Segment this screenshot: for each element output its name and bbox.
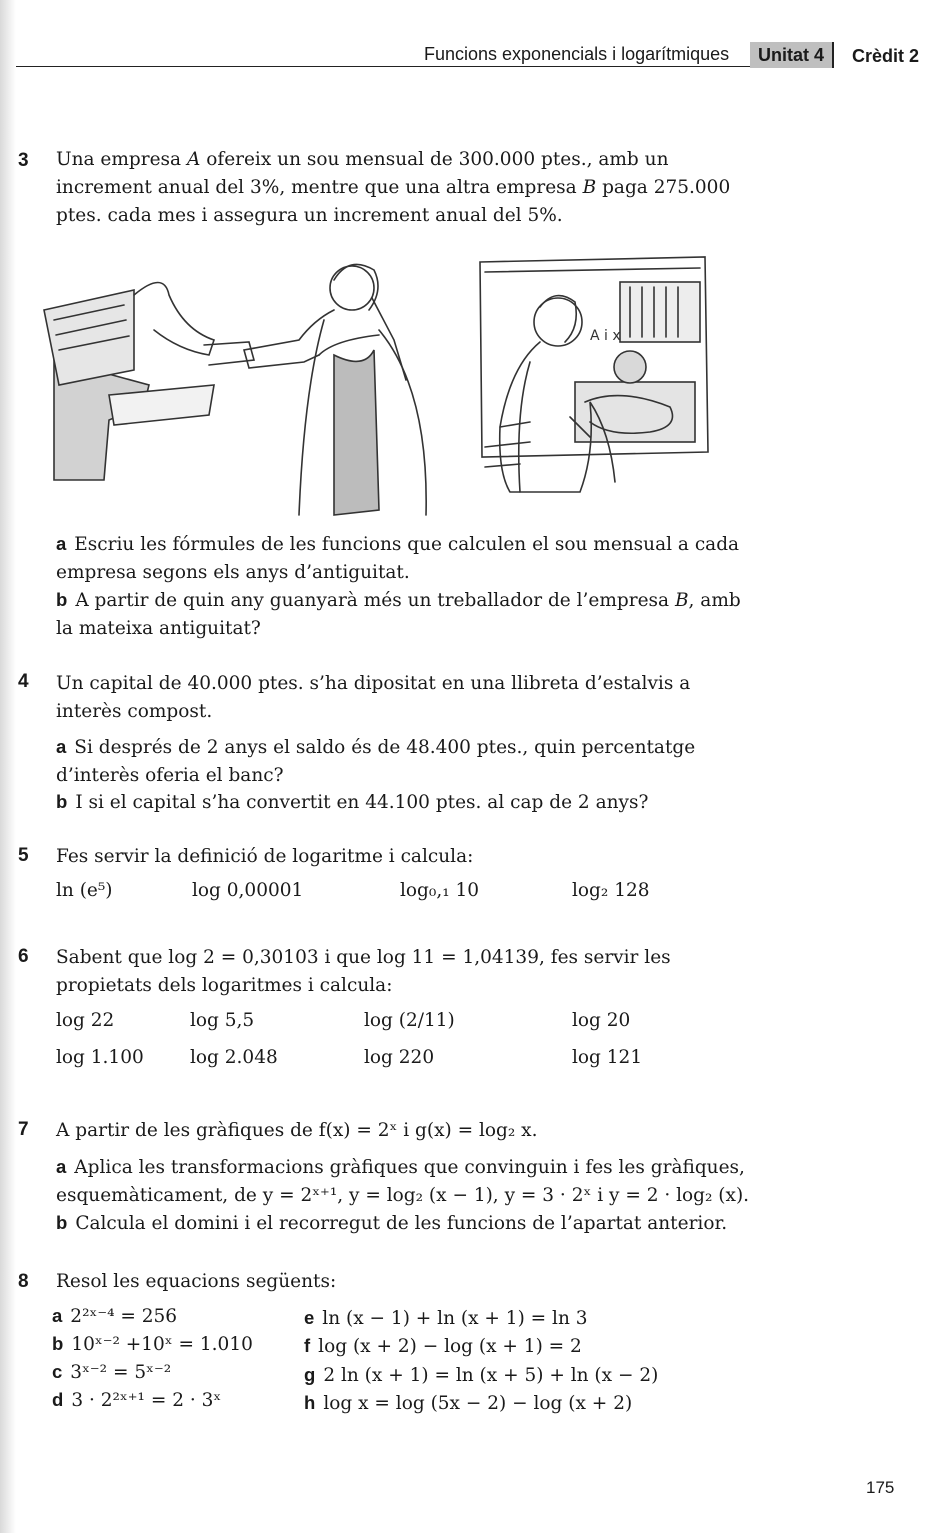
- exercise-5-item: log 0,00001: [192, 880, 304, 901]
- exercise-7-part-a: a Aplica les transformacions gràfiques que convinguin i fes les gràfiques, esquemàticament, de y = 2ˣ⁺¹, y = log₂ (x − 1), y = 3 · 2ˣ i y = 2 · log₂ (x).: [56, 1156, 750, 1206]
- exercise-6-item: log 20: [572, 1010, 631, 1031]
- exercise-4-part-a: a Si després de 2 anys el saldo és de 48.400 ptes., quin percentatge d’interès oferia el banc?: [56, 736, 696, 786]
- equation-item: a 2²ˣ⁻⁴ = 256: [52, 1305, 178, 1327]
- exercise-number-7: 7: [18, 1119, 29, 1140]
- exercise-4-statement: Un capital de 40.000 ptes. s’ha dipositat en una llibreta d’estalvis a interès compost.: [56, 673, 691, 722]
- exercise-3-part-a: a Escriu les fórmules de les funcions que calculen el sou mensual a cada empresa segons els anys d’antiguitat.: [56, 533, 740, 583]
- header-rule: [16, 66, 750, 67]
- exercise-number-5: 5: [18, 845, 29, 866]
- equation-item: g 2 ln (x + 1) = ln (x + 5) + ln (x − 2): [304, 1364, 659, 1386]
- exercise-3-statement: Una empresa A ofereix un sou mensual de 300.000 ptes., amb un increment anual del 3%, mentre que una altra empresa B paga 275.000 ptes. cada mes i assegura un increment anual del 5%.: [56, 149, 731, 226]
- page-edge-shadow: [0, 0, 16, 1533]
- exercise-7-statement: A partir de les gràfiques de f(x) = 2ˣ i g(x) = log₂ x.: [56, 1120, 538, 1141]
- exercise-8-statement: Resol les equacions següents:: [56, 1271, 337, 1292]
- exercise-number-6: 6: [18, 946, 29, 967]
- exercise-6-item: log 220: [364, 1047, 435, 1068]
- page-number: 175: [866, 1478, 895, 1497]
- equation-item: h log x = log (5x − 2) − log (x + 2): [304, 1392, 633, 1414]
- illustration-salary-offer: [34, 250, 439, 520]
- exercise-5-item: log₀,₁ 10: [400, 880, 480, 901]
- exercise-5-item: log₂ 128: [572, 880, 650, 901]
- exercise-6-item: log (2/11): [364, 1010, 455, 1031]
- exercise-6-item: log 22: [56, 1010, 115, 1031]
- unit-badge: Unitat 4: [750, 42, 834, 68]
- equation-item: b 10ˣ⁻² +10ˣ = 1.010: [52, 1333, 253, 1355]
- exercise-5-item: ln (e⁵): [56, 880, 113, 901]
- illustration-caption: A i x: [590, 328, 621, 344]
- illustration-shop-window: [470, 252, 720, 522]
- equation-item: c 3ˣ⁻² = 5ˣ⁻²: [52, 1361, 172, 1383]
- credit-label: Crèdit 2: [852, 46, 920, 66]
- exercise-number-4: 4: [18, 671, 29, 692]
- chapter-title: Funcions exponencials i logarítmiques: [424, 44, 730, 64]
- exercise-6-item: log 2.048: [190, 1047, 278, 1068]
- exercise-number-3: 3: [18, 150, 29, 171]
- equation-item: d 3 · 2²ˣ⁺¹ = 2 · 3ˣ: [52, 1389, 222, 1411]
- exercise-7-part-b: b Calcula el domini i el recorregut de les funcions de l’apartat anterior.: [56, 1212, 728, 1234]
- exercise-3-part-b: b A partir de quin any guanyarà més un treballador de l’empresa B, amb la mateixa antiguitat?: [56, 589, 741, 639]
- exercise-5-statement: Fes servir la definició de logaritme i calcula:: [56, 846, 474, 867]
- equation-item: f log (x + 2) − log (x + 1) = 2: [304, 1335, 582, 1357]
- exercise-6-statement: Sabent que log 2 = 0,30103 i que log 11 = 1,04139, fes servir les propietats dels logaritmes i calcula:: [56, 947, 671, 996]
- exercise-number-8: 8: [18, 1271, 29, 1292]
- equation-item: e ln (x − 1) + ln (x + 1) = ln 3: [304, 1307, 588, 1329]
- exercise-4-part-b: b I si el capital s’ha convertit en 44.100 ptes. al cap de 2 anys?: [56, 791, 649, 813]
- exercise-6-item: log 121: [572, 1047, 643, 1068]
- exercise-6-item: log 5,5: [190, 1010, 255, 1031]
- exercise-6-item: log 1.100: [56, 1047, 144, 1068]
